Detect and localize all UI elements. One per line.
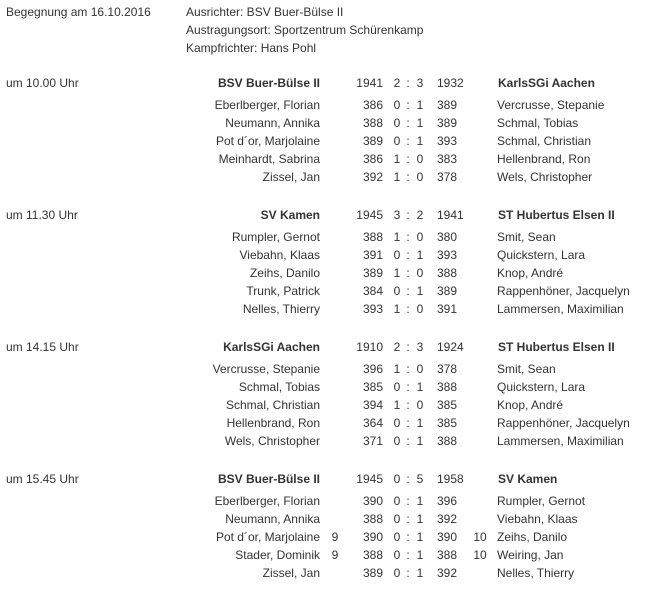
home-player-points: 0 [393,548,401,562]
player-row [0,152,653,170]
home-player-name: Pot d´or, Marjolaine [215,134,320,148]
home-total: 1910 [356,340,383,354]
guest-player-name: Rappenhöner, Jacquelyn [497,284,630,298]
guest-player-points: 1 [416,512,424,526]
home-player-points: 0 [393,494,401,508]
player-row [0,362,653,380]
home-player-score: 390 [362,494,383,508]
guest-player-name: Rappenhöner, Jacquelyn [497,416,630,430]
referee: Kampfrichter: Hans Pohl [186,41,317,55]
home-player-name: Stader, Dominik [235,548,320,562]
player-row [0,566,653,584]
match-time: um 15.45 Uhr [6,472,79,486]
guest-points: 3 [416,340,424,354]
guest-team: SV Kamen [498,472,558,486]
points-separator: : [406,284,410,298]
home-player-name: Nelles, Thierry [242,302,320,316]
guest-player-name: Zeihs, Danilo [497,530,568,544]
guest-player-name: Nelles, Thierry [497,566,575,580]
match-header-row [0,76,653,94]
home-player-score: 389 [362,566,383,580]
match-header-row [0,340,653,358]
points-separator: : [406,152,410,166]
guest-total: 1958 [437,472,464,486]
home-player-score: 389 [362,134,383,148]
points-separator: : [406,380,410,394]
home-player-points: 1 [393,266,401,280]
guest-player-name: Rumpler, Gernot [497,494,586,508]
home-player-score: 396 [362,362,383,376]
guest-player-name: Weiring, Jan [497,548,564,562]
points-separator: : [406,512,410,526]
match-time: um 11.30 Uhr [6,208,78,222]
guest-player-score: 389 [437,98,458,112]
guest-team: ST Hubertus Elsen II [498,340,615,354]
guest-player-name: Smit, Sean [497,362,556,376]
player-row [0,116,653,134]
player-row [0,548,653,566]
home-total: 1941 [356,76,383,90]
home-player-points: 1 [393,398,401,412]
guest-player-name: Viebahn, Klaas [497,512,578,526]
home-player-score: 388 [362,230,383,244]
points-separator: : [406,230,410,244]
player-row [0,380,653,398]
home-team: KarlsSGi Aachen [223,340,320,354]
guest-player-name: Vercrusse, Stepanie [497,98,605,112]
home-player-name: Trunk, Patrick [246,284,320,298]
player-row [0,512,653,530]
venue: Austragungsort: Sportzentrum Schürenkamp [186,23,424,37]
home-player-score: 393 [362,302,383,316]
home-player-points: 0 [393,416,401,430]
home-player-name: Eberlberger, Florian [214,494,320,508]
guest-player-score: 388 [437,380,458,394]
player-row [0,302,653,320]
guest-player-note: 10 [473,548,487,562]
home-player-name: Eberlberger, Florian [214,98,320,112]
points-separator: : [406,494,410,508]
home-player-name: Schmal, Christian [225,398,320,412]
points-separator: : [406,398,410,412]
home-player-note: 9 [331,530,339,544]
guest-player-points: 0 [416,362,424,376]
points-separator: : [406,134,410,148]
home-player-points: 0 [393,248,401,262]
home-player-points: 0 [393,134,401,148]
home-player-points: 0 [393,434,401,448]
player-row [0,248,653,266]
player-row [0,98,653,116]
guest-player-name: Schmal, Christian [497,134,592,148]
match-time: um 10.00 Uhr [6,76,79,90]
home-player-score: 390 [362,530,383,544]
guest-player-score: 391 [437,302,458,316]
home-points: 0 [393,472,401,486]
guest-player-points: 0 [416,230,424,244]
points-separator: : [406,116,410,130]
guest-player-points: 1 [416,98,424,112]
home-player-note: 9 [331,548,339,562]
points-separator: : [406,566,410,580]
guest-total: 1924 [437,340,464,354]
guest-team: ST Hubertus Elsen II [498,208,615,222]
guest-player-score: 388 [437,266,458,280]
score-separator: : [406,208,410,222]
home-player-score: 392 [362,170,383,184]
points-separator: : [406,434,410,448]
guest-player-score: 388 [437,434,458,448]
guest-player-note: 10 [473,530,487,544]
guest-player-score: 385 [437,416,458,430]
player-row [0,494,653,512]
points-separator: : [406,548,410,562]
home-player-name: Meinhardt, Sabrina [218,152,320,166]
points-separator: : [406,170,410,184]
home-player-name: Wels, Christopher [224,434,320,448]
guest-player-name: Quickstern, Lara [497,380,586,394]
home-player-score: 371 [362,434,383,448]
home-player-name: Schmal, Tobias [238,380,320,394]
home-player-score: 386 [362,98,383,112]
player-row [0,398,653,416]
guest-player-name: Wels, Christopher [497,170,593,184]
home-player-points: 1 [393,362,401,376]
guest-player-points: 1 [416,548,424,562]
guest-player-score: 378 [437,362,458,376]
home-player-name: Neumann, Annika [225,116,320,130]
home-player-name: Zissel, Jan [262,170,320,184]
guest-player-points: 0 [416,266,424,280]
home-player-points: 0 [393,530,401,544]
guest-player-points: 1 [416,530,424,544]
score-separator: : [406,472,410,486]
guest-player-name: Lammersen, Maximilian [497,434,624,448]
home-player-name: Vercrusse, Stepanie [212,362,320,376]
home-player-name: Neumann, Annika [225,512,320,526]
home-total: 1945 [356,472,383,486]
guest-player-score: 393 [437,248,458,262]
home-player-score: 394 [362,398,383,412]
home-player-points: 1 [393,230,401,244]
home-points: 2 [393,76,401,90]
guest-player-score: 389 [437,284,458,298]
home-player-score: 388 [362,548,383,562]
guest-player-points: 1 [416,116,424,130]
home-player-points: 1 [393,152,401,166]
guest-total: 1932 [437,76,464,90]
guest-player-score: 385 [437,398,458,412]
player-row [0,266,653,284]
guest-player-points: 1 [416,416,424,430]
points-separator: : [406,416,410,430]
player-row [0,434,653,452]
guest-player-points: 0 [416,302,424,316]
home-player-name: Rumpler, Gernot [231,230,320,244]
guest-player-points: 0 [416,152,424,166]
header-info [186,5,423,59]
home-player-points: 0 [393,98,401,112]
guest-player-name: Quickstern, Lara [497,248,586,262]
guest-player-points: 1 [416,284,424,298]
home-player-points: 0 [393,284,401,298]
home-player-score: 385 [362,380,383,394]
guest-team: KarlsSGi Aachen [498,76,595,90]
match-date: Begegnung am 16.10.2016 [6,5,151,19]
home-player-name: Zeihs, Danilo [249,266,320,280]
points-separator: : [406,302,410,316]
home-player-score: 389 [362,266,383,280]
home-player-points: 0 [393,512,401,526]
home-team: BSV Buer-Bülse II [217,472,320,486]
home-player-name: Hellenbrand, Ron [226,416,320,430]
guest-player-points: 0 [416,398,424,412]
home-player-name: Viebahn, Klaas [239,248,320,262]
home-points: 3 [393,208,401,222]
player-row [0,416,653,434]
player-row [0,230,653,248]
guest-player-points: 1 [416,434,424,448]
match-header-row [0,472,653,490]
guest-player-score: 378 [437,170,458,184]
home-player-score: 388 [362,512,383,526]
guest-player-name: Lammersen, Maximilian [497,302,624,316]
guest-player-score: 388 [437,548,458,562]
home-points: 2 [393,340,401,354]
guest-player-score: 392 [437,566,458,580]
guest-player-name: Knop, André [497,266,564,280]
guest-player-score: 396 [437,494,458,508]
player-row [0,170,653,188]
guest-points: 5 [416,472,424,486]
guest-player-name: Schmal, Tobias [497,116,579,130]
home-player-score: 364 [362,416,383,430]
home-player-points: 1 [393,170,401,184]
guest-player-points: 1 [416,380,424,394]
guest-total: 1941 [437,208,464,222]
player-row [0,284,653,302]
score-separator: : [406,340,410,354]
home-player-score: 384 [362,284,383,298]
player-row [0,134,653,152]
points-separator: : [406,362,410,376]
organizer: Ausrichter: BSV Buer-Bülse II [186,5,344,19]
home-player-name: Pot d´or, Marjolaine [215,530,320,544]
home-player-name: Zissel, Jan [262,566,320,580]
guest-player-points: 0 [416,170,424,184]
guest-player-score: 383 [437,152,458,166]
guest-player-points: 1 [416,134,424,148]
home-player-points: 0 [393,566,401,580]
guest-points: 2 [416,208,424,222]
points-separator: : [406,266,410,280]
points-separator: : [406,98,410,112]
home-player-score: 391 [362,248,383,262]
guest-player-name: Smit, Sean [497,230,556,244]
points-separator: : [406,530,410,544]
points-separator: : [406,248,410,262]
guest-player-score: 393 [437,134,458,148]
home-player-score: 386 [362,152,383,166]
guest-player-score: 380 [437,230,458,244]
home-player-points: 0 [393,380,401,394]
home-player-score: 388 [362,116,383,130]
guest-player-points: 1 [416,566,424,580]
guest-points: 3 [416,76,424,90]
guest-player-score: 390 [437,530,458,544]
home-player-points: 1 [393,302,401,316]
match-header-row [0,208,653,226]
guest-player-score: 392 [437,512,458,526]
home-player-points: 0 [393,116,401,130]
guest-player-name: Hellenbrand, Ron [497,152,591,166]
player-row [0,530,653,548]
guest-player-points: 1 [416,248,424,262]
score-separator: : [406,76,410,90]
home-team: BSV Buer-Bülse II [217,76,320,90]
guest-player-name: Knop, André [497,398,564,412]
match-time: um 14.15 Uhr [6,340,79,354]
guest-player-points: 1 [416,494,424,508]
home-total: 1945 [356,208,383,222]
home-team: SV Kamen [260,208,320,222]
guest-player-score: 389 [437,116,458,130]
